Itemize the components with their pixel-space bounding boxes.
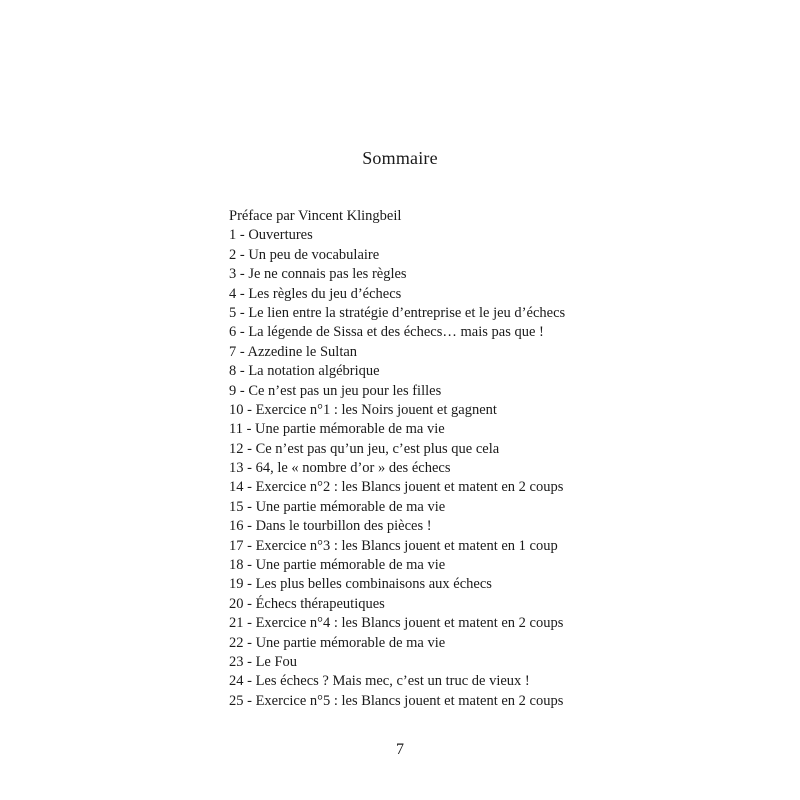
table-of-contents [229, 207, 749, 711]
toc-entry: 23 - Le Fou [229, 653, 298, 670]
toc-entry: 19 - Les plus belles combinaisons aux échecs [229, 576, 492, 593]
toc-entry: 18 - Une partie mémorable de ma vie [229, 557, 446, 574]
toc-entry: 8 - La notation algébrique [229, 363, 380, 380]
toc-entry: 2 - Un peu de vocabulaire [229, 246, 380, 263]
toc-entry: 6 - La légende de Sissa et des échecs… mais pas que ! [229, 324, 544, 341]
toc-entry: 11 - Une partie mémorable de ma vie [229, 421, 445, 438]
toc-entry: 14 - Exercice n°2 : les Blancs jouent et matent en 2 coups [229, 479, 564, 496]
toc-entry: 20 - Échecs thérapeutiques [229, 595, 385, 612]
page-number: 7 [396, 741, 404, 758]
toc-entry: 9 - Ce n’est pas un jeu pour les filles [229, 382, 442, 399]
toc-entry: 13 - 64, le « nombre d’or » des échecs [229, 460, 451, 477]
toc-entry: 3 - Je ne connais pas les règles [229, 266, 407, 283]
toc-entry: 7 - Azzedine le Sultan [229, 343, 358, 360]
toc-entry: 10 - Exercice n°1 : les Noirs jouent et gagnent [229, 401, 497, 418]
toc-entry: 24 - Les échecs ? Mais mec, c’est un truc de vieux ! [229, 673, 530, 690]
toc-entry: 12 - Ce n’est pas qu’un jeu, c’est plus que cela [229, 440, 500, 457]
toc-entry: Préface par Vincent Klingbeil [229, 208, 402, 224]
toc-entry: 17 - Exercice n°3 : les Blancs jouent et matent en 1 coup [229, 537, 558, 554]
toc-entry: 4 - Les règles du jeu d’échecs [229, 285, 402, 302]
toc-entry: 16 - Dans le tourbillon des pièces ! [229, 518, 432, 535]
toc-entry: 15 - Une partie mémorable de ma vie [229, 498, 446, 515]
toc-entry: 1 - Ouvertures [229, 227, 313, 244]
toc-entry: 22 - Une partie mémorable de ma vie [229, 634, 446, 651]
toc-entry: 21 - Exercice n°4 : les Blancs jouent et matent en 2 coups [229, 615, 564, 632]
page-title: Sommaire [362, 148, 438, 168]
toc-entry: 25 - Exercice n°5 : les Blancs jouent et matent en 2 coups [229, 692, 564, 709]
toc-entry: 5 - Le lien entre la stratégie d’entreprise et le jeu d’échecs [229, 304, 566, 321]
